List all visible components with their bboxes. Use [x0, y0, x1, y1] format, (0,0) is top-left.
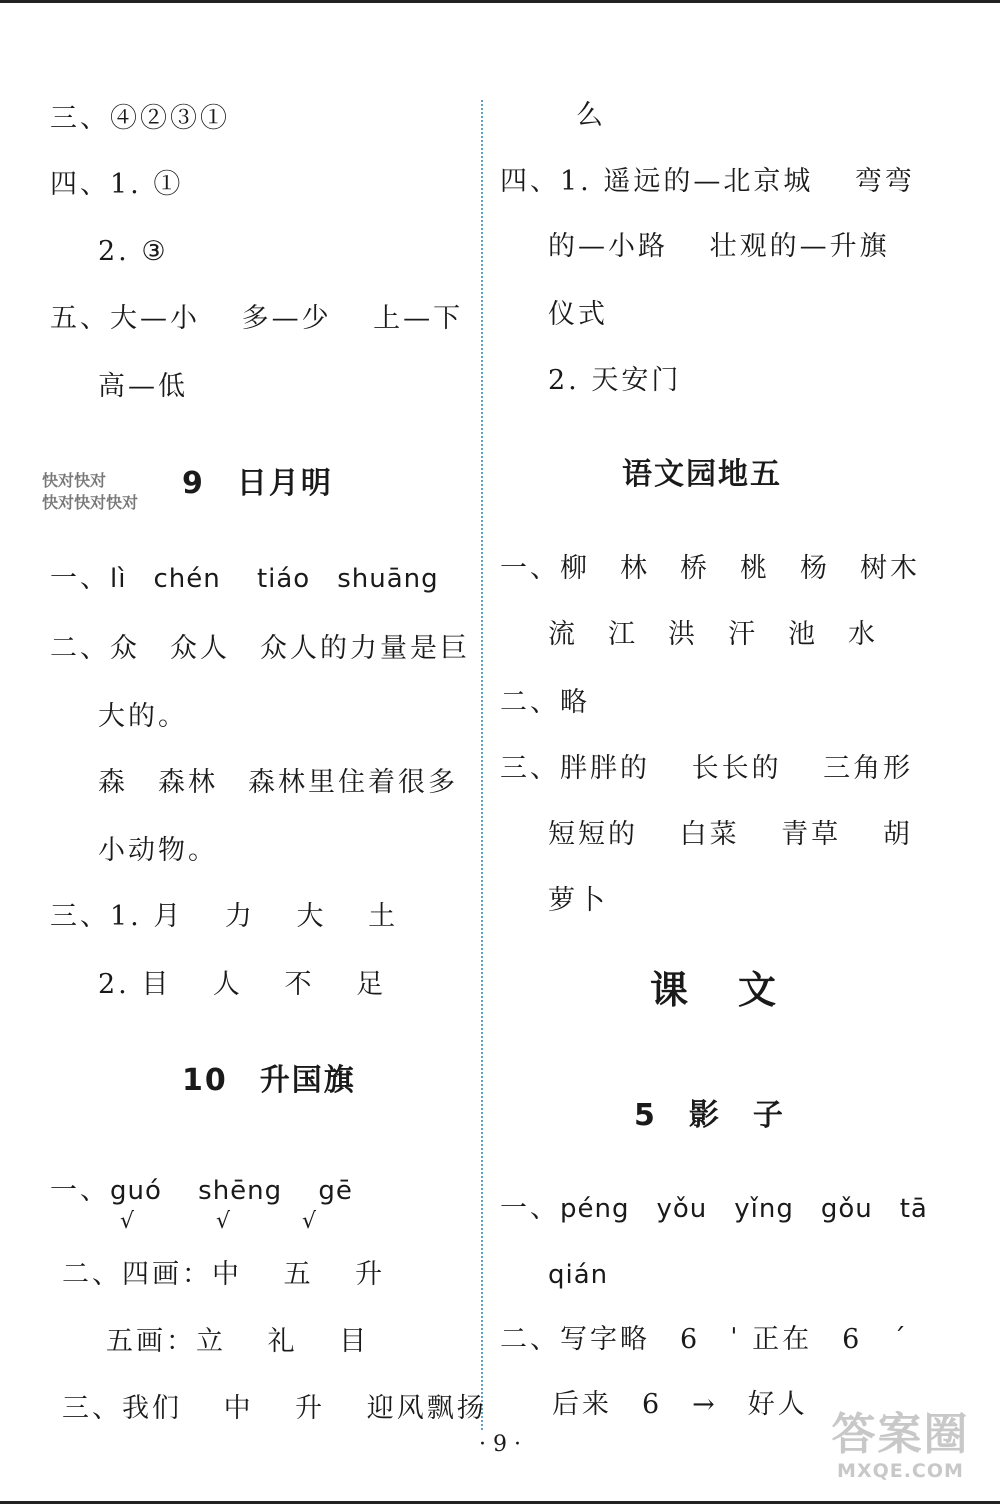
answer-line: 小动物。	[98, 835, 218, 866]
answer-line: 四、1. ①	[50, 169, 184, 200]
answer-line: 三、胖胖的 长长的 三角形	[500, 753, 914, 784]
answer-line: 二、众 众人 众人的力量是巨	[50, 633, 470, 664]
answer-line: 一、lì chén tiáo shuāng	[50, 563, 439, 594]
answer-line: 三、1. 月 力 大 土	[50, 901, 399, 932]
answer-line: 五、大—小 多—少 上—下	[50, 303, 464, 334]
watermark-left: 快对快对 快对快对快对	[42, 471, 139, 512]
answer-line: 流 江 洪 汗 池 水	[548, 619, 878, 650]
pinyin: qián	[548, 1260, 609, 1290]
answer-line: 一、guó shēng gē	[50, 1175, 353, 1206]
answer-line: 高—低	[98, 371, 188, 402]
page-number: · 9 ·	[479, 1432, 521, 1457]
answer-line: 森 森林 森林里住着很多	[98, 767, 458, 798]
answer-line: 四、1. 遥远的—北京城 弯弯	[500, 166, 915, 197]
answer-line: 二、写字略 6 ˈ 正在 6 ˊ	[500, 1324, 909, 1355]
lesson-10-title: 10 升国旗	[182, 1063, 356, 1098]
lesson-9-title: 9 日月明	[182, 466, 333, 501]
checkmark-icon: √	[216, 1209, 231, 1234]
answer-line: 二、略	[500, 687, 590, 718]
answer-line: 2. ③	[98, 236, 169, 267]
pinyin: lì chén tiáo shuāng	[110, 564, 439, 594]
answer-line: 短短的 白菜 青草 胡	[548, 819, 913, 850]
answer-line: 后来 6 → 好人	[552, 1389, 808, 1420]
section-title: 语文园地五	[622, 457, 782, 492]
answer-line: 三、我们 中 升 迎风飘扬	[62, 1393, 487, 1424]
checkmark-icon: √	[120, 1209, 135, 1234]
watermark-right: 答案圈 MXQE.COM	[831, 1409, 970, 1482]
answer-line: 的—小路 壮观的—升旗	[548, 231, 890, 262]
checkmark-icon: √	[302, 1209, 317, 1234]
unit-title: 课 文	[650, 968, 783, 1012]
answer-line: 三、④②③①	[50, 103, 230, 134]
answer-line: 二、四画：中 五 升	[62, 1259, 386, 1290]
answer-line: 仪式	[548, 299, 608, 330]
pinyin: péng yǒu yǐng gǒu tā	[560, 1194, 928, 1224]
page-top-border	[0, 0, 1000, 3]
answer-line: 2. 天安门	[548, 365, 682, 396]
answer-line: 么	[576, 100, 606, 131]
pinyin: guó shēng gē	[110, 1176, 353, 1206]
answer-line: 五画：立 礼 目	[106, 1326, 370, 1357]
answer-line: 一、柳 林 桥 桃 杨 树木	[500, 553, 920, 584]
answer-line: 一、péng yǒu yǐng gǒu tā	[500, 1193, 928, 1224]
answer-line: 大的。	[98, 701, 188, 732]
answer-line: 2. 目 人 不 足	[98, 969, 387, 1000]
lesson-5-title: 5 影 子	[634, 1098, 785, 1133]
answer-line: 萝卜	[548, 885, 608, 916]
column-divider	[481, 100, 483, 1430]
